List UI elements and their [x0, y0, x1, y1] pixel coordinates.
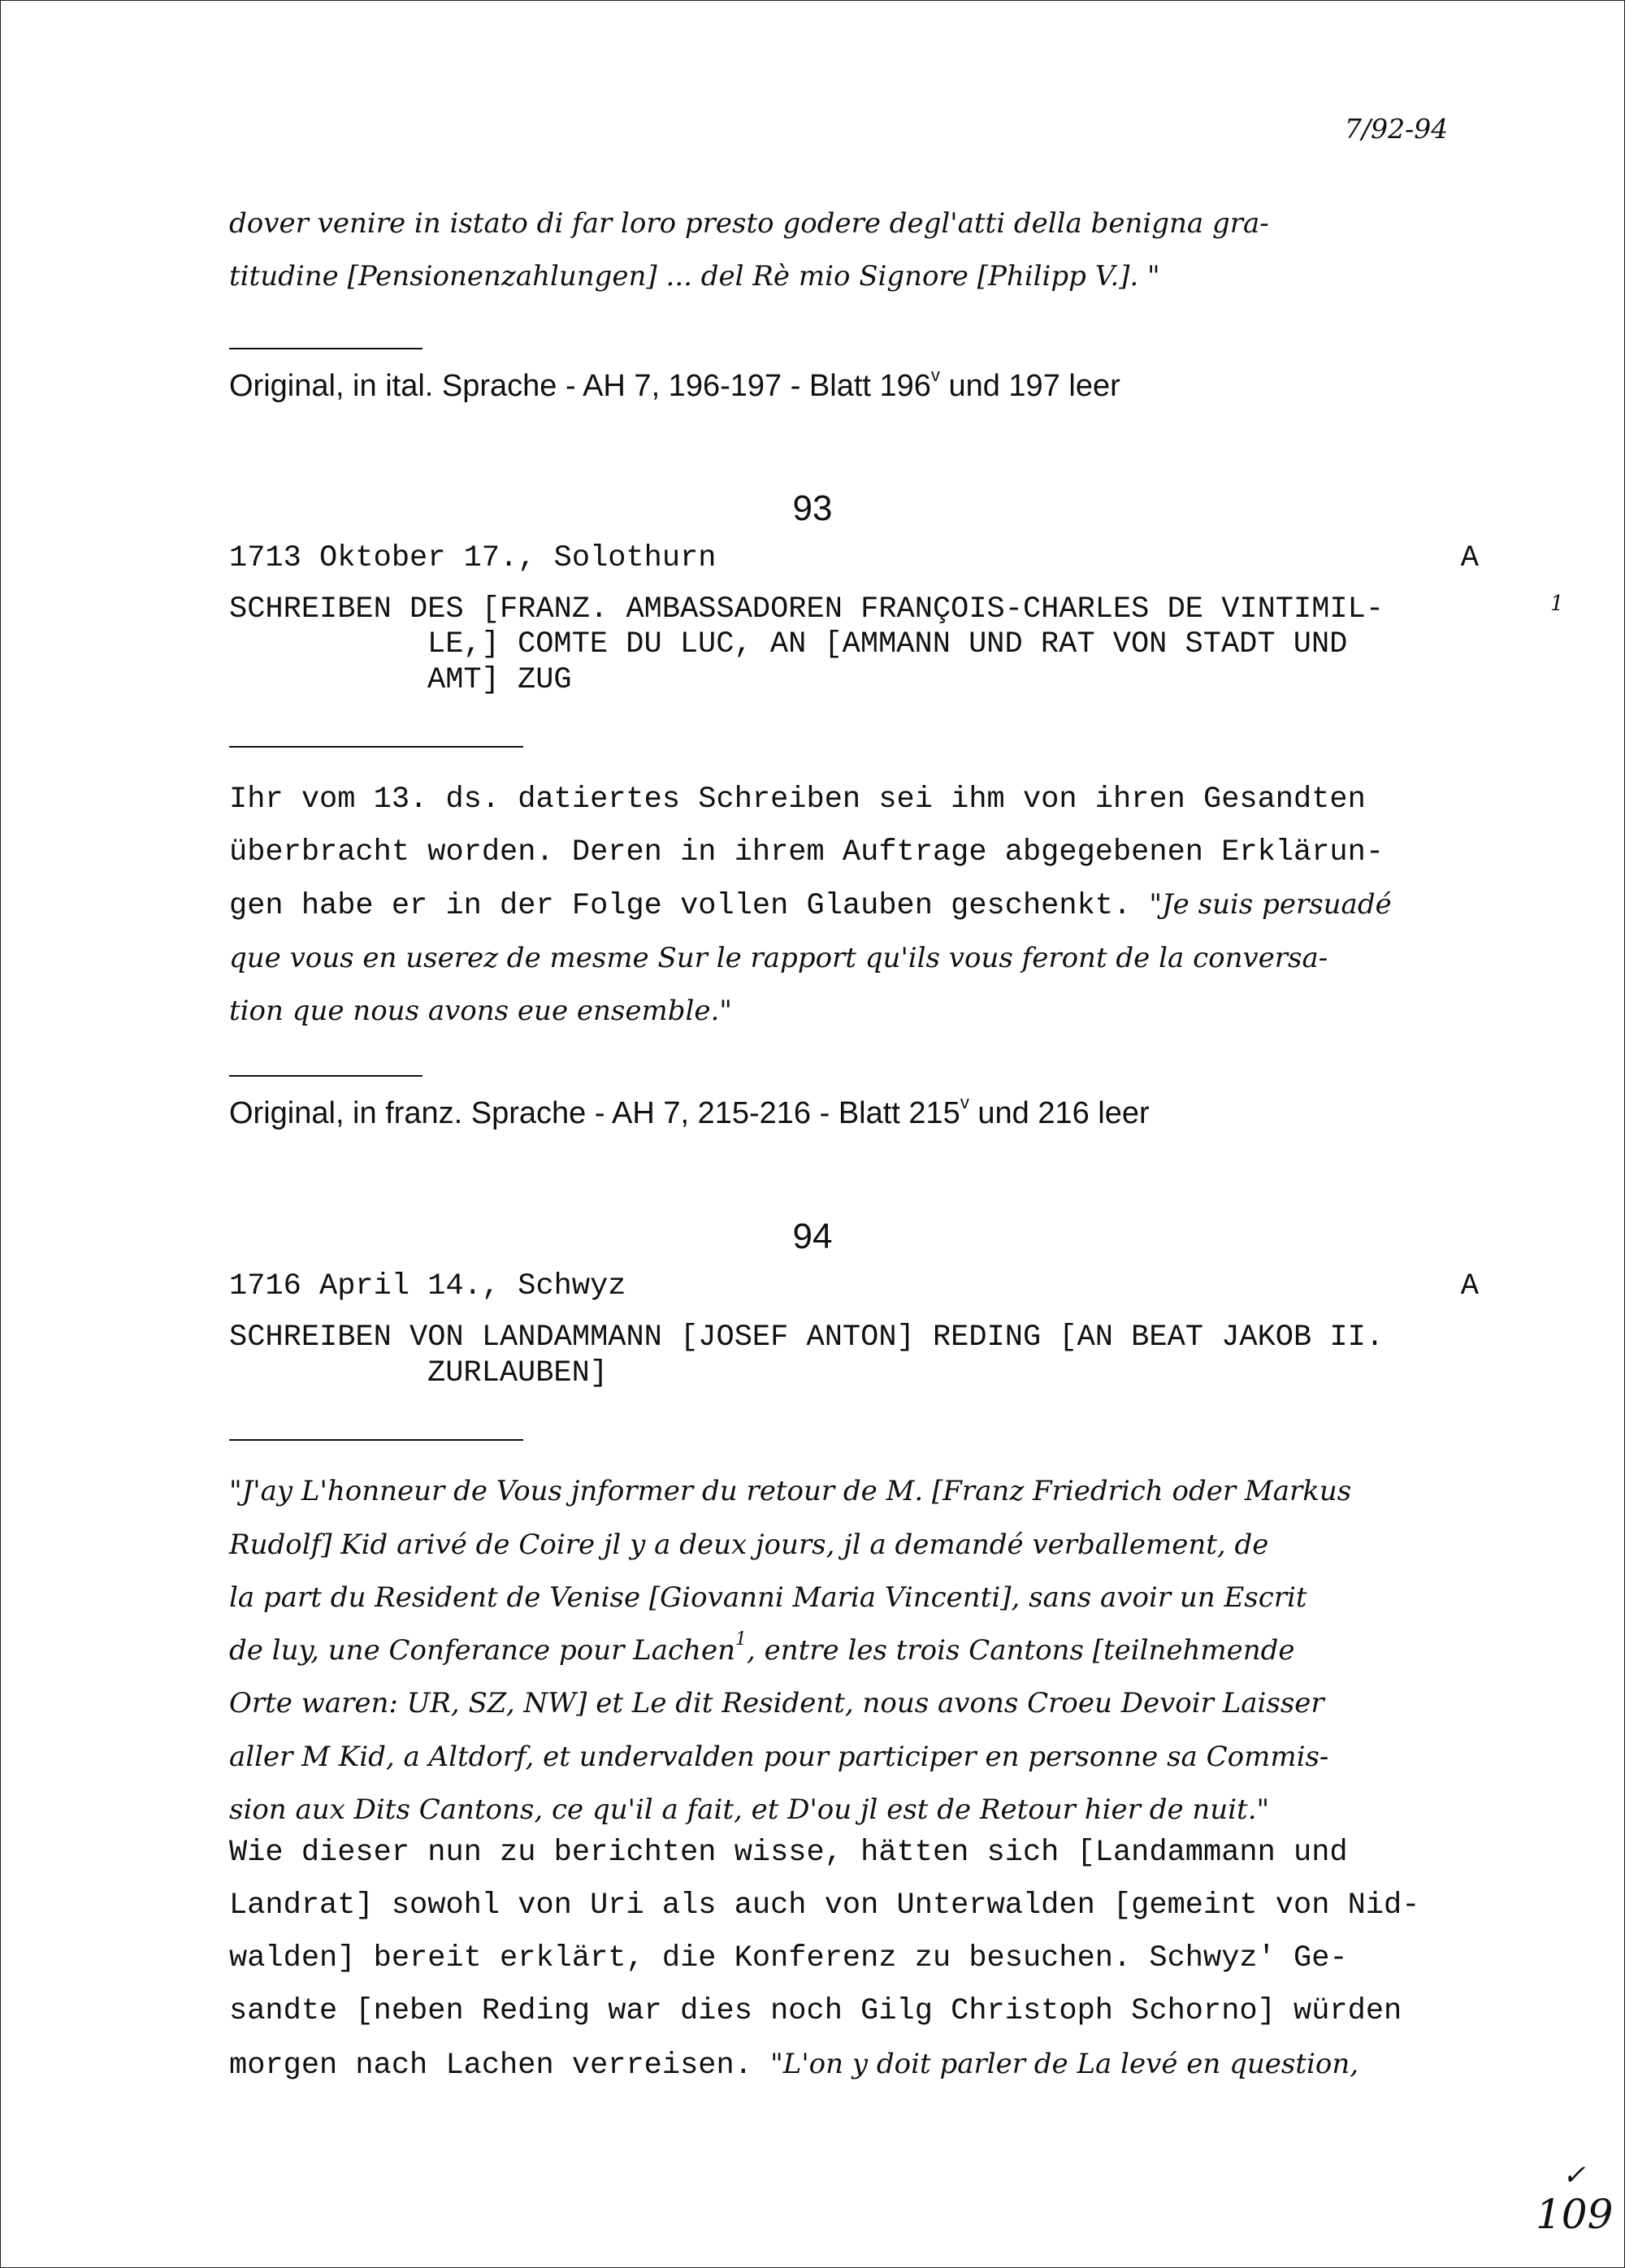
page-reference: 7/92-94 — [1345, 113, 1449, 145]
body-text: gen habe er in der Folge vollen Glauben geschenkt. — [229, 889, 1150, 923]
source-text-end: und 216 leer — [968, 1096, 1150, 1130]
doc92-quote-line-1: dover venire in istato di far loro presto godere degl'atti della benigna gra- — [229, 207, 1269, 240]
source-text-end: und 197 leer — [939, 369, 1120, 403]
doc94-category: A — [1460, 1269, 1479, 1303]
doc93-category: A — [1460, 541, 1479, 575]
separator-rule — [229, 348, 422, 349]
doc93-number: 93 — [792, 488, 833, 528]
source-text: Original, in ital. Sprache - AH 7, 196-197 - Blatt 196 — [229, 369, 931, 403]
doc94-body-line-5 — [229, 2050, 1358, 2081]
doc94-body-line-4: sandte [neben Reding war dies noch Gilg Christoph Schorno] würden — [229, 1994, 1402, 2028]
doc94-quote-line-7: sion aux Dits Cantons, ce qu'il a fait, et D'ou jl est de Retour hier de nuit." — [229, 1793, 1270, 1826]
doc93-margin-mark: 1 — [1550, 592, 1564, 616]
separator-rule — [229, 746, 523, 748]
doc94-body-line-2: Landrat] sowohl von Uri als auch von Unterwalden [gemeint von Nid- — [229, 1889, 1420, 1923]
doc94-number: 94 — [792, 1216, 833, 1256]
doc94-quote-line-6: aller M Kid, a Altdorf, et undervalden pour participer en personne sa Commis- — [229, 1741, 1329, 1773]
doc94-heading-line-1: SCHREIBEN VON LANDAMMANN [JOSEF ANTON] REDING [AN BEAT JAKOB II. — [229, 1320, 1384, 1355]
doc93-body-line-3 — [229, 888, 1392, 923]
doc93-heading-line-1: SCHREIBEN DES [FRANZ. AMBASSADOREN FRANÇOIS-CHARLES DE VINTIMIL- — [229, 592, 1384, 627]
separator-rule — [229, 1075, 422, 1077]
doc94-quote-line-2: Rudolf] Kid arivé de Coire jl y a deux jours, jl a demandé verballement, de — [229, 1529, 1269, 1561]
quote-text-end: , entre les trois Cantons [teilnehmende — [746, 1634, 1295, 1667]
superscript-v: v — [930, 365, 940, 385]
doc93-source-note — [229, 1092, 1150, 1130]
doc93-heading-line-3: AMT] ZUG — [427, 663, 572, 697]
doc94-body-line-3: walden] bereit erklärt, die Konferenz zu besuchen. Schwyz' Ge- — [229, 1941, 1348, 1975]
quote-text: "L'on y doit parler de La levé en question, — [770, 2048, 1359, 2080]
folio-number: 109 — [1536, 2191, 1614, 2238]
body-text: morgen nach Lachen verreisen. — [229, 2049, 771, 2083]
source-text: Original, in franz. Sprache - AH 7, 215-216 - Blatt 215 — [229, 1096, 960, 1130]
quote-text: "Je suis persuadé — [1149, 888, 1392, 921]
doc93-quote-line-1: que vous en userez de mesme Sur le rapport qu'ils vous feront de la conversa- — [229, 942, 1328, 974]
doc94-body-line-1: Wie dieser nun zu berichten wisse, hätten sich [Landammann und — [229, 1836, 1348, 1870]
doc94-quote-line-4 — [229, 1629, 1295, 1667]
doc94-heading-line-2: ZURLAUBEN] — [427, 1356, 609, 1390]
doc94-quote-line-1: "J'ay L'honneur de Vous jnformer du retour de M. [Franz Friedrich oder Markus — [229, 1475, 1352, 1507]
doc93-date-place: 1713 Oktober 17., Solothurn — [229, 541, 717, 575]
quote-text: de luy, une Conferance pour Lachen — [229, 1634, 735, 1667]
doc93-quote-line-2: tion que nous avons eue ensemble." — [229, 995, 732, 1027]
doc93-body-line-1: Ihr vom 13. ds. datiertes Schreiben sei ihm von ihren Gesandten — [229, 783, 1366, 817]
doc94-quote-line-5: Orte waren: UR, SZ, NW] et Le dit Resident, nous avons Croeu Devoir Laisser — [229, 1687, 1324, 1719]
check-mark: ✓ — [1562, 2159, 1586, 2192]
superscript-v: v — [960, 1092, 969, 1112]
doc93-heading-line-2: LE,] COMTE DU LUC, AN [AMMANN UND RAT VON STADT UND — [427, 627, 1348, 661]
doc94-date-place: 1716 April 14., Schwyz — [229, 1269, 626, 1303]
doc93-body-line-2: überbracht worden. Deren in ihrem Auftrage abgegebenen Erklärun- — [229, 835, 1384, 869]
doc92-quote-line-2: titudine [Pensionenzahlungen] ... del Rè mio Signore [Philipp V.]. " — [229, 260, 1160, 293]
doc92-source-note — [229, 365, 1120, 403]
footnote-marker: 1 — [734, 1629, 747, 1650]
separator-rule — [229, 1439, 523, 1441]
doc94-quote-line-3: la part du Resident de Venise [Giovanni Maria Vincenti], sans avoir un Escrit — [229, 1581, 1307, 1614]
